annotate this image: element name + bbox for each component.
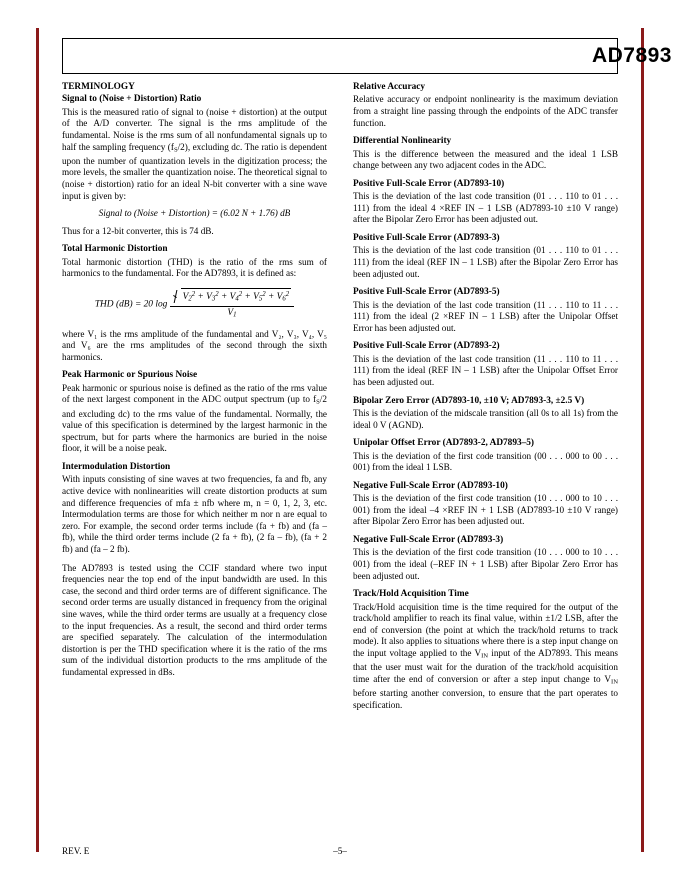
heading-thd: Total Harmonic Distortion xyxy=(62,244,168,255)
equation-thd-label: THD (dB) = 20 log xyxy=(94,299,168,310)
paragraph-track-hold-text1: Track/Hold acquisition time is the time required for the output of the track/hold amplifier to reach its final value, within ±1/2 LSB, after the end of conversion (the point at which the track/hold returns to track mode). It also applies to situations where there is a step input change on the input voltage applied to the V xyxy=(353,601,618,658)
equation-thd-fraction xyxy=(170,287,294,322)
radical-sign xyxy=(173,287,291,305)
paragraph-unipolar-offset-error: This is the deviation of the first code transition (00 . . . 000 to 00 . . . 001) from the ideal 1 LSB. xyxy=(353,450,618,473)
paragraph-bipolar-zero-error: This is the deviation of the midscale transition (all 0s to all 1s) from the ideal 0 V (AGND). xyxy=(353,407,618,430)
paragraph-sinad xyxy=(62,107,327,202)
paragraph-relative-accuracy: Relative accuracy or endpoint nonlinearity is the maximum deviation from a straight line passing through the endpoints of the ADC transfer function. xyxy=(353,94,618,128)
paragraph-intermodulation-1: With inputs consisting of sine waves at two frequencies, fa and fb, any active device with nonlinearities will create distortion products at sum and difference frequencies of mfa ± nfb where m, n = 0, 1, 2, 3, etc. Intermodulation terms are those for which neither m nor n are equal to zero. For example, the second order terms include (fa + fb) and (fa – fb), while the third order terms include (2 fa + fb), (2 fa – fb), (fa + 2 fb) and (fa – 2 fb). xyxy=(62,474,327,554)
revision-label: REV. E xyxy=(62,846,90,856)
paragraph-sinad-text1: This is the measured ratio of signal to (noise + distortion) at the output of the A/D converter. The signal is the rms amplitude of the fundamental. Noise is the rms sum of all nonfundamental signals up to half the sampling frequency (f xyxy=(62,106,327,152)
paragraph-intermodulation-2: The AD7893 is tested using the CCIF standard where two input frequencies near the top end of the input bandwidth are used. In this case, the second and third order terms are of different significance. The second order terms are usually distanced in frequency from the original sine waves, while the third order terms are usually at a frequency close to the input frequencies. As a result, the second and third order terms are specified separately. The calculation of the intermodulation distortion is per the THD specification where it is the ratio of the rms sum of the individual distortion products to the rms amplitude of the fundamental expressed in dBs. xyxy=(62,562,327,677)
paragraph-pfse-2: This is the deviation of the last code transition (11 . . . 110 to 11 . . . 111) from the ideal (REF IN – 1 LSB) after the Unipolar Offset Error has been adjusted out. xyxy=(353,353,618,387)
paragraph-track-hold-text3: before starting another conversion, to ensure that the part operates to specification. xyxy=(353,687,618,710)
heading-nfse-10: Negative Full-Scale Error (AD7893-10) xyxy=(353,480,508,491)
paragraph-pfse-10: This is the deviation of the last code transition (01 . . . 110 to 01 . . . 111) from the ideal 4 ×REF IN – 1 LSB (AD7893-10 ±10 V range) after the Bipolar Zero Error has been adjusted out. xyxy=(353,191,618,225)
two-column-body xyxy=(62,82,618,782)
paragraph-pfse-5: This is the deviation of the last code transition (11 . . . 110 to 11 . . . 111) from the ideal (2 ×REF IN – 1 LSB) after the Unipolar Offset Error has been adjusted out. xyxy=(353,299,618,333)
heading-peak-harmonic: Peak Harmonic or Spurious Noise xyxy=(62,370,198,381)
paragraph-nfse-3: This is the deviation of the first code transition (10 . . . 000 to 10 . . . 001) from the ideal (–REF IN + 1 LSB) after Bipolar Zero Error has been adjusted out. xyxy=(353,547,618,581)
left-column xyxy=(62,82,327,782)
paragraph-differential-nonlinearity: This is the difference between the measured and the ideal 1 LSB change between any two adjacent codes in the ADC. xyxy=(353,148,618,171)
heading-differential-nonlinearity: Differential Nonlinearity xyxy=(353,136,452,147)
fs-subscript-1: S xyxy=(173,146,178,154)
terminology-title: TERMINOLOGY xyxy=(62,82,135,92)
heading-relative-accuracy: Relative Accuracy xyxy=(353,82,426,92)
heading-pfse-3: Positive Full-Scale Error (AD7893-3) xyxy=(353,232,500,243)
heading-track-hold: Track/Hold Acquisition Time xyxy=(353,589,469,600)
equation-thd-numerator xyxy=(170,287,294,307)
heading-intermodulation: Intermodulation Distortion xyxy=(62,461,171,472)
part-number: AD7893 xyxy=(591,44,672,67)
heading-unipolar-offset-error: Unipolar Offset Error (AD7893-2, AD7893–5) xyxy=(353,438,535,449)
paragraph-peak-harmonic-text2: /2 and excluding dc) to the rms value of the fundamental. Normally, the value of this specification is determined by the largest harmonic in the spectrum, but for parts where the harmonics are buried in the noise floor, it will be a noise peak. xyxy=(62,394,327,454)
paragraph-thd: Total harmonic distortion (THD) is the ratio of the rms sum of harmonics to the fundamental. For the AD7893, it is defined as: xyxy=(62,256,327,279)
equation-thd-denominator: $V_1$ xyxy=(227,308,237,319)
paragraph-pfse-3: This is the deviation of the last code transition (01 . . . 110 to 01 . . . 111) from the ideal (REF IN – 1 LSB) after the Bipolar Zero Error has been adjusted out. xyxy=(353,245,618,279)
paragraph-peak-harmonic-text1: Peak harmonic or spurious noise is defined as the ratio of the rms value of the next largest component in the ADC output spectrum (up to f xyxy=(62,382,327,405)
paragraph-track-hold xyxy=(353,602,618,712)
paragraph-track-hold-text2: input of the AD7893. This means that the user must wait for the duration of the track/hold acquisition time after the end of conversion or after a step input change to V xyxy=(353,647,618,684)
vin-subscript-2: IN xyxy=(611,678,618,686)
paragraph-sinad-after: Thus for a 12-bit converter, this is 74 dB. xyxy=(62,225,214,236)
page-number: –5– xyxy=(333,846,347,856)
equation-thd-radicand: $V_2^2 + V_3^2 + V_4^2 + V_5^2 + V_6^2$ xyxy=(181,288,291,305)
heading-pfse-5: Positive Full-Scale Error (AD7893-5) xyxy=(353,287,500,298)
equation-thd xyxy=(62,287,327,322)
paragraph-sinad-text2: /2), excluding dc. The ratio is dependent upon the number of quantization levels in the digitization process; the more levels, the smaller the quantization noise. The theoretical signal to (noise + distortion) ratio for an ideal N-bit converter with a sine wave input is given by: xyxy=(62,141,327,201)
heading-bipolar-zero-error: Bipolar Zero Error (AD7893-10, ±10 V; AD7893-3, ±2.5 V) xyxy=(353,395,585,406)
paragraph-nfse-10: This is the deviation of the first code transition (10 . . . 000 to 10 . . . 001) from the ideal –4 ×REF IN + 1 LSB (AD7893-10 ±10 V range) after Bipolar Zero Error has been adjusted out. xyxy=(353,493,618,527)
heading-pfse-2: Positive Full-Scale Error (AD7893-2) xyxy=(353,341,500,352)
heading-nfse-3: Negative Full-Scale Error (AD7893-3) xyxy=(353,534,504,545)
equation-thd-expression xyxy=(95,287,294,322)
paragraph-peak-harmonic xyxy=(62,383,327,455)
paragraph-thd-after: where V₁ is the rms amplitude of the fundamental and V₂, V₃, V₄, V₅ and V₆ are the rms amplitudes of the second through the sixth harmonics. xyxy=(62,328,327,362)
left-margin-rule xyxy=(36,28,39,852)
heading-pfse-10: Positive Full-Scale Error (AD7893-10) xyxy=(353,178,505,189)
vin-subscript-1: IN xyxy=(481,652,489,660)
right-margin-rule xyxy=(641,28,644,852)
fs-subscript-2: S xyxy=(316,399,320,406)
heading-sinad: Signal to (Noise + Distortion) Ratio xyxy=(62,94,202,105)
equation-sinad: Signal to (Noise + Distortion) = (6.02 N + 1.76) dB xyxy=(98,208,291,219)
header-box xyxy=(62,38,618,74)
right-column xyxy=(353,82,618,782)
